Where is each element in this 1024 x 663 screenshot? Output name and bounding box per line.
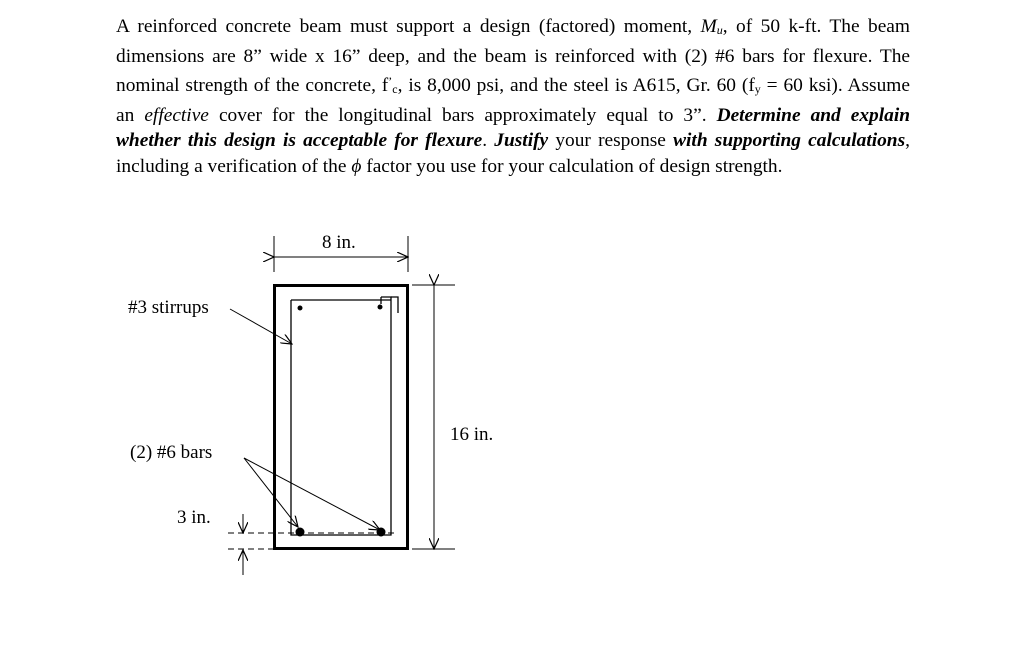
effective-italic: effective [144, 104, 209, 126]
phi-symbol: ϕ [351, 155, 362, 177]
justify-emphasis: Justify [494, 130, 549, 152]
problem-text-13: factor you use for your calculation of design strength. [366, 155, 783, 177]
top-bar-right [378, 305, 383, 310]
bars-label: (2) #6 bars [130, 442, 213, 463]
stirrup-label: #3 stirrups [128, 297, 209, 318]
fc-subscript: c [392, 82, 398, 97]
stirrup-leader [230, 309, 292, 344]
problem-text-4: = 60 ksi). Assume an [116, 75, 910, 126]
problem-text-12: , including a verification of the [116, 130, 910, 177]
width-label: 8 in. [322, 232, 356, 253]
problem-text-3: , is 8,000 psi, and the steel is A615, Gr. 60 (f [397, 75, 755, 97]
mu-symbol: Mu [700, 16, 723, 37]
bottom-bar-left [296, 528, 305, 537]
problem-text-10: your response [555, 130, 666, 152]
depth-label: 16 in. [450, 424, 494, 445]
problem-text-1: A reinforced concrete beam must support a design (factored) moment, [116, 16, 693, 37]
bars-leader-left [244, 458, 298, 527]
stirrup [291, 297, 391, 535]
top-bar-left [298, 306, 303, 311]
calculations-emphasis: with supporting calculations [673, 130, 906, 152]
problem-text-2: , of 50 k-ft. The beam dimensions are 8” wide x 16” deep, and the beam is reinforced with (2) #6 bars for flexure. The nominal strength of the concrete, f [116, 16, 910, 97]
fc-prime: ’ [388, 74, 393, 89]
problem-text-6: cover for the longitudinal bars approximately equal to 3”. [218, 104, 707, 126]
cover-label: 3 in. [177, 507, 211, 528]
bars-leader-right [244, 458, 380, 530]
determine-emphasis: Determine and explain whether this design is acceptable for flexure [116, 104, 910, 152]
problem-text-8: . [482, 130, 488, 152]
fy-subscript: y [754, 82, 761, 97]
